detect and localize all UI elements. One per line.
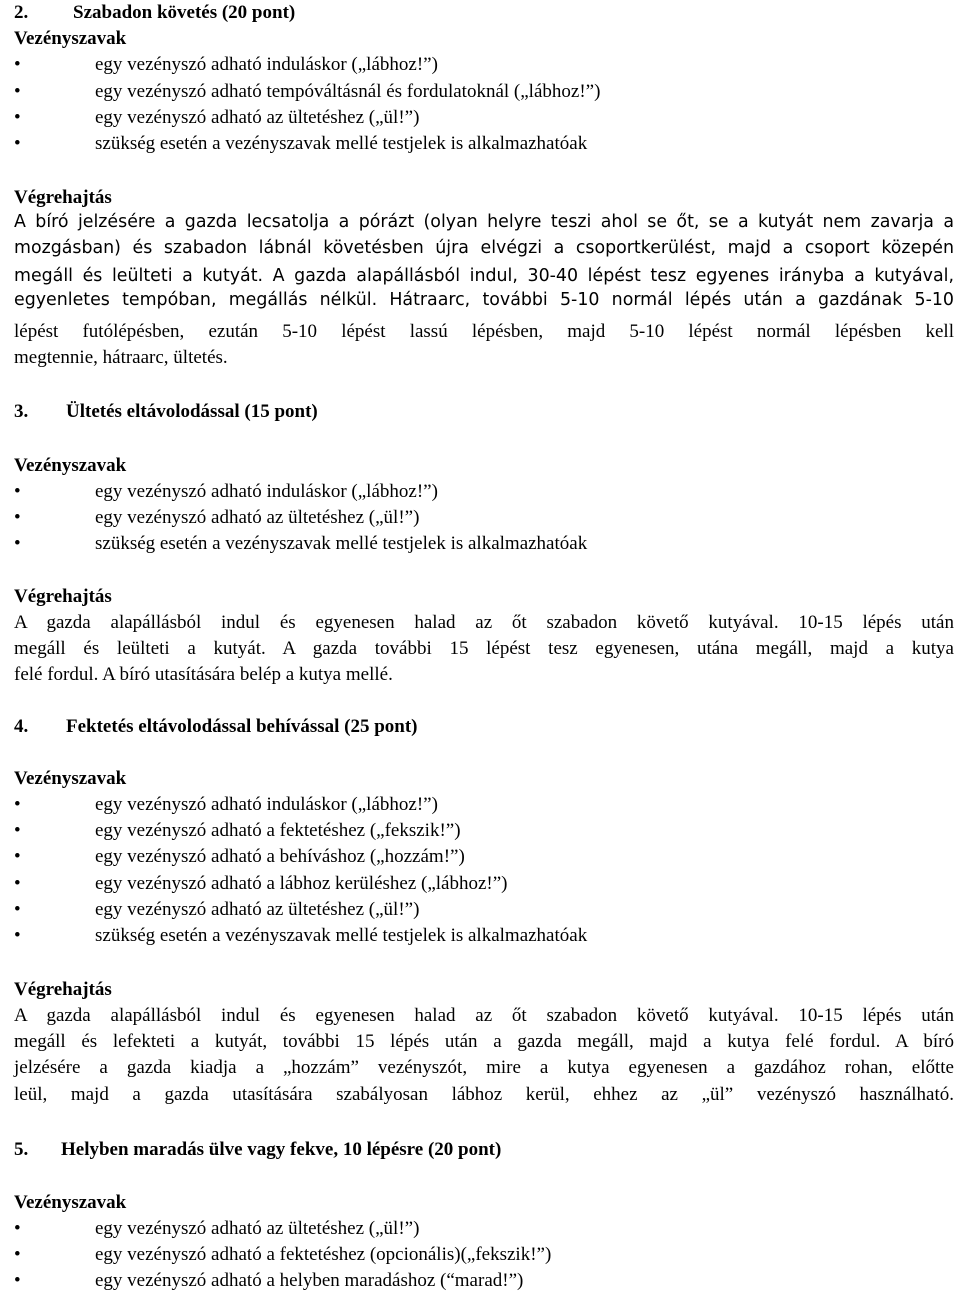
section-2-number: 2. bbox=[14, 2, 29, 23]
bullet-icon: • bbox=[14, 899, 21, 920]
section-3-execution-line: felé fordul. A bíró utasítására belép a kutya mellé. bbox=[14, 664, 393, 685]
bullet-icon: • bbox=[14, 81, 21, 102]
section-3-number: 3. bbox=[14, 401, 29, 422]
section-2-execution-line: mozgásban) és szabadon lábnál követésben újra elvégzi a csoportkerülést, majd a csoport közepén bbox=[14, 238, 954, 258]
section-2-execution-heading: Végrehajtás bbox=[14, 187, 112, 208]
section-4-title bbox=[14, 717, 418, 736]
bullet-icon: • bbox=[14, 1218, 21, 1239]
section-5-number: 5. bbox=[14, 1139, 29, 1160]
bullet-icon: • bbox=[14, 481, 21, 502]
section-4-heading: Fektetés eltávolodással behívással (25 pont) bbox=[66, 716, 418, 737]
bullet-icon: • bbox=[14, 533, 21, 554]
section-3-execution-line: megáll és leülteti a kutyát. A gazda további 15 lépést tesz egyenesen, utána megáll, majd a kutya bbox=[14, 638, 954, 659]
bullet-icon: • bbox=[14, 507, 21, 528]
bullet-icon: • bbox=[14, 1270, 21, 1291]
section-4-commands-heading: Vezényszavak bbox=[14, 768, 127, 789]
section-2-heading: Szabadon követés (20 pont) bbox=[73, 2, 296, 23]
section-2-execution-line: A bíró jelzésére a gazda lecsatolja a pórázt (olyan helyre teszi ahol se őt, se a kutyát nem zavarja a bbox=[14, 212, 954, 232]
bullet-icon: • bbox=[14, 794, 21, 815]
bullet-icon: • bbox=[14, 54, 21, 75]
section-2-execution-line: megáll és leülteti a kutyát. A gazda alapállásból indul, 30-40 lépést tesz egyenes irányba a kutyával, bbox=[14, 266, 954, 286]
section-5-title bbox=[14, 1140, 501, 1159]
section-4-execution-line: A gazda alapállásból indul és egyenesen halad az őt szabadon követő kutyával. 10-15 lépés után bbox=[14, 1005, 954, 1026]
section-4-execution-line: leül, majd a gazda utasítására szabályosan lábhoz kerül, ehhez az „ül” vezényszó használható. bbox=[14, 1084, 954, 1105]
section-2-title bbox=[14, 3, 295, 22]
section-2-execution-line: megtennie, hátraarc, ültetés. bbox=[14, 347, 228, 368]
bullet-icon: • bbox=[14, 820, 21, 841]
section-2-execution-line: egyenletes tempóban, megállás nélkül. Hátraarc, további 5-10 normál lépés után a gazdának 5-10 bbox=[14, 290, 954, 310]
bullet-icon: • bbox=[14, 1244, 21, 1265]
section-2-execution-line: lépést futólépésben, ezután 5-10 lépést lassú lépésben, majd 5-10 lépést normál lépésben kell bbox=[14, 321, 954, 342]
section-4-execution-line: jelzésére a gazda kiadja a „hozzám” vezényszót, mire a kutya egyenesen a gazdához rohan, előtte bbox=[14, 1057, 954, 1078]
section-3-execution-line: A gazda alapállásból indul és egyenesen halad az őt szabadon követő kutyával. 10-15 lépés után bbox=[14, 612, 954, 633]
section-4-execution-heading: Végrehajtás bbox=[14, 979, 112, 1000]
bullet-icon: • bbox=[14, 107, 21, 128]
section-3-title bbox=[14, 402, 318, 421]
section-5-heading: Helyben maradás ülve vagy fekve, 10 lépésre (20 pont) bbox=[61, 1139, 502, 1160]
bullet-icon: • bbox=[14, 846, 21, 867]
section-4-execution-line: megáll és lefekteti a kutyát, további 15 lépés után a gazda megáll, majd a kutya felé fordul. A bíró bbox=[14, 1031, 954, 1052]
section-3-commands-heading: Vezényszavak bbox=[14, 455, 127, 476]
section-5-commands-heading: Vezényszavak bbox=[14, 1192, 127, 1213]
section-2-commands-heading: Vezényszavak bbox=[14, 28, 127, 49]
section-4-number: 4. bbox=[14, 716, 29, 737]
section-3-heading: Ültetés eltávolodással (15 pont) bbox=[66, 401, 318, 422]
section-3-execution-heading: Végrehajtás bbox=[14, 586, 112, 607]
bullet-icon: • bbox=[14, 925, 21, 946]
bullet-icon: • bbox=[14, 133, 21, 154]
bullet-icon: • bbox=[14, 873, 21, 894]
